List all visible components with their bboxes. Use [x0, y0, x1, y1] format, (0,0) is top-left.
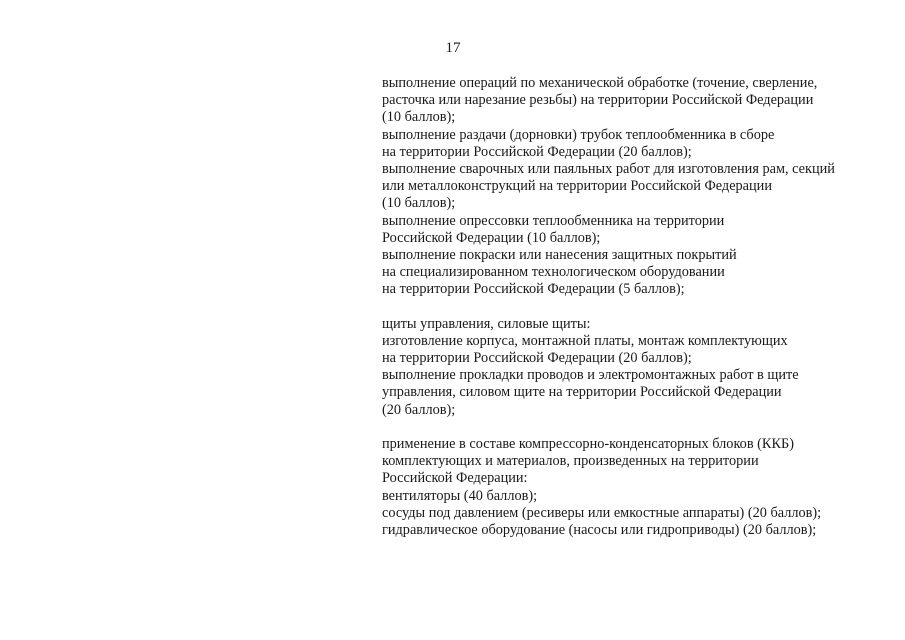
text-line: выполнение опрессовки теплообменника на территории	[382, 212, 725, 229]
text-line: Российской Федерации:	[382, 470, 528, 487]
text-block-condensing-units	[382, 436, 887, 539]
text-line: выполнение прокладки проводов и электромонтажных работ в щите	[382, 367, 799, 384]
text-block-control-panels	[382, 316, 887, 419]
text-line: расточка или нарезание резьбы) на территории Российской Федерации	[382, 92, 814, 109]
text-line: на территории Российской Федерации (20 баллов);	[382, 143, 692, 160]
text-line: комплектующих и материалов, произведенных на территории	[382, 453, 759, 470]
paragraph-gap	[382, 419, 887, 436]
text-line: (10 баллов);	[382, 109, 456, 126]
document-body	[382, 75, 887, 539]
text-line: выполнение сварочных или паяльных работ для изготовления рам, секций	[382, 160, 835, 177]
text-line: на территории Российской Федерации (20 баллов);	[382, 350, 692, 366]
text-line: управления, силовом щите на территории Российской Федерации	[382, 384, 782, 401]
text-line: на специализированном технологическом оборудовании	[382, 264, 725, 281]
text-line: вентиляторы (40 баллов);	[382, 487, 538, 504]
text-line: Российской Федерации (10 баллов);	[382, 229, 601, 246]
text-line: (20 баллов);	[382, 401, 456, 418]
text-line: изготовление корпуса, монтажной платы, монтаж комплектующих	[382, 332, 788, 349]
text-line: применение в составе компрессорно-конденсаторных блоков (ККБ)	[382, 435, 794, 452]
page-number: 17	[445, 40, 461, 56]
text-line: сосуды под давлением (ресиверы или емкостные аппараты) (20 баллов);	[382, 504, 822, 521]
text-block-machining	[382, 75, 887, 298]
text-line: выполнение операций по механической обработке (точение, сверление,	[382, 75, 818, 91]
text-line: выполнение раздачи (дорновки) трубок теплообменника в сборе	[382, 126, 775, 143]
text-line: на территории Российской Федерации (5 баллов);	[382, 281, 685, 298]
text-line: выполнение покраски или нанесения защитных покрытий	[382, 246, 737, 263]
text-line: щиты управления, силовые щиты:	[382, 315, 591, 332]
paragraph-gap	[382, 298, 887, 315]
text-line: гидравлическое оборудование (насосы или гидроприводы) (20 баллов);	[382, 521, 817, 538]
text-line: или металлоконструкций на территории Российской Федерации	[382, 178, 772, 195]
text-line: (10 баллов);	[382, 195, 456, 212]
